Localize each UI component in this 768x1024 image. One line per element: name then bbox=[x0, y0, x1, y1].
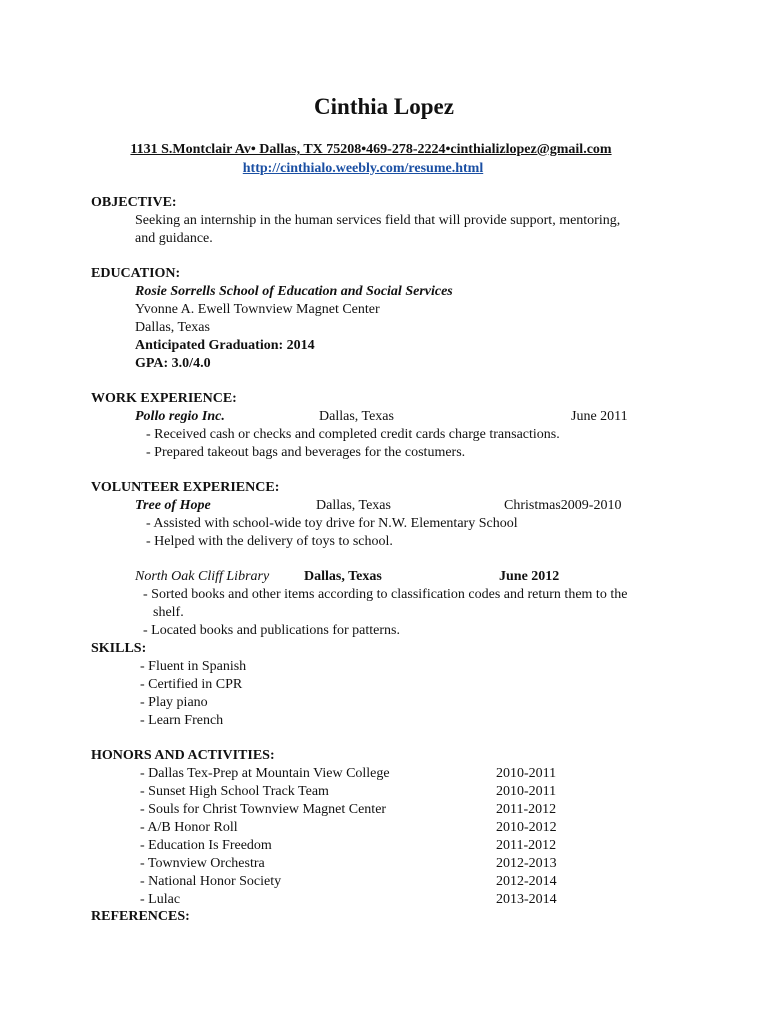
work-bullet-2: - Prepared takeout bags and beverages for the costumers. bbox=[146, 445, 466, 460]
education-gpa: GPA: 3.0/4.0 bbox=[135, 356, 211, 371]
skill-item: - Learn French bbox=[140, 713, 224, 728]
skills-heading: SKILLS: bbox=[91, 641, 147, 656]
volunteer-location-1: Dallas, Texas bbox=[316, 498, 391, 513]
references-heading: REFERENCES: bbox=[91, 909, 190, 924]
work-date: June 2011 bbox=[571, 409, 628, 424]
education-location: Dallas, Texas bbox=[135, 320, 210, 335]
volunteer-1-bullet-1: - Assisted with school-wide toy drive for N.W. Elementary School bbox=[146, 516, 518, 531]
honor-years: 2010-2011 bbox=[496, 784, 557, 799]
volunteer-date-2: June 2012 bbox=[499, 569, 560, 584]
work-location: Dallas, Texas bbox=[319, 409, 394, 424]
honor-name: - A/B Honor Roll bbox=[140, 820, 238, 835]
objective-line-2: and guidance. bbox=[135, 231, 213, 246]
honor-name: - Townview Orchestra bbox=[140, 856, 265, 871]
volunteer-2-bullet-1: - Sorted books and other items according to classification codes and return them to the bbox=[143, 587, 628, 602]
work-bullet-1: - Received cash or checks and completed credit cards charge transactions. bbox=[146, 427, 560, 442]
honor-name: - Souls for Christ Townview Magnet Center bbox=[140, 802, 387, 817]
honor-years: 2012-2014 bbox=[496, 874, 557, 889]
volunteer-2-bullet-2: - Located books and publications for patterns. bbox=[143, 623, 400, 638]
volunteer-2-bullet-1-cont: shelf. bbox=[153, 605, 184, 620]
honor-years: 2013-2014 bbox=[496, 892, 557, 907]
work-heading: WORK EXPERIENCE: bbox=[91, 391, 237, 406]
objective-heading: OBJECTIVE: bbox=[91, 195, 177, 210]
honor-name: - Sunset High School Track Team bbox=[140, 784, 329, 799]
objective-line-1: Seeking an internship in the human services field that will provide support, mentoring, bbox=[135, 213, 621, 228]
honor-years: 2012-2013 bbox=[496, 856, 557, 871]
volunteer-location-2: Dallas, Texas bbox=[304, 569, 382, 584]
volunteer-org-1: Tree of Hope bbox=[135, 498, 211, 513]
volunteer-1-bullet-2: - Helped with the delivery of toys to school. bbox=[146, 534, 393, 549]
skill-item: - Fluent in Spanish bbox=[140, 659, 247, 674]
contact-line: 1131 S.Montclair Av• Dallas, TX 75208•469-278-2224•cinthializlopez@gmail.com bbox=[130, 142, 612, 157]
honor-years: 2010-2011 bbox=[496, 766, 557, 781]
honor-years: 2011-2012 bbox=[496, 802, 557, 817]
education-school: Rosie Sorrells School of Education and Social Services bbox=[135, 284, 453, 299]
portfolio-link[interactable]: http://cinthialo.weebly.com/resume.html bbox=[242, 161, 484, 176]
education-heading: EDUCATION: bbox=[91, 266, 181, 281]
honor-name: - Education Is Freedom bbox=[140, 838, 272, 853]
honor-years: 2011-2012 bbox=[496, 838, 557, 853]
education-campus: Yvonne A. Ewell Townview Magnet Center bbox=[135, 302, 380, 317]
volunteer-heading: VOLUNTEER EXPERIENCE: bbox=[91, 480, 280, 495]
honor-name: - Lulac bbox=[140, 892, 181, 907]
honor-name: - Dallas Tex-Prep at Mountain View College bbox=[140, 766, 390, 781]
honors-heading: HONORS AND ACTIVITIES: bbox=[91, 748, 275, 763]
work-employer: Pollo regio Inc. bbox=[135, 409, 225, 424]
honor-years: 2010-2012 bbox=[496, 820, 557, 835]
education-graduation: Anticipated Graduation: 2014 bbox=[135, 338, 315, 353]
volunteer-org-2: North Oak Cliff Library bbox=[135, 569, 270, 584]
skill-item: - Play piano bbox=[140, 695, 208, 710]
volunteer-date-1: Christmas2009-2010 bbox=[504, 498, 622, 513]
skill-item: - Certified in CPR bbox=[140, 677, 243, 692]
honor-name: - National Honor Society bbox=[140, 874, 282, 889]
applicant-name: Cinthia Lopez bbox=[314, 94, 454, 119]
